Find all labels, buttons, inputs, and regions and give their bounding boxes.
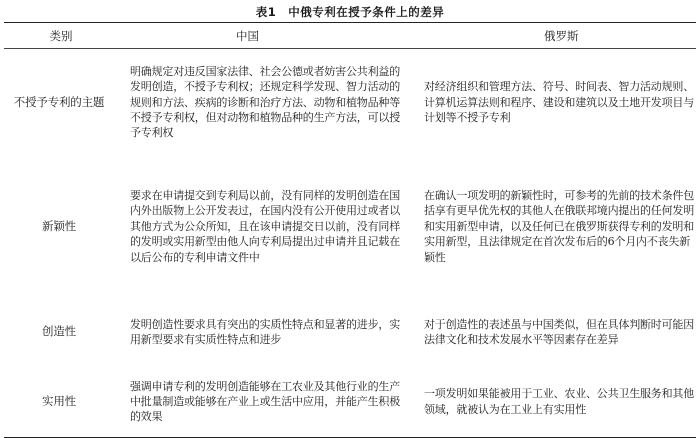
- table-row: [4, 49, 696, 156]
- table-row: [4, 298, 696, 367]
- row-china-cell: 强调申请专利的发明创造能够在工农业及其他行业的生产中批量制造或能够在产业上或生活中应用，并能产生积极的效果: [130, 379, 400, 424]
- comparison-table: [4, 22, 696, 438]
- row-russia-cell: 在确认一项发明的新颖性时，可参考的先前的技术条件包括享有更早优先权的其他人在俄联邦境内提出的任何发明和实用新型申请，以及任何已在俄罗斯获得专利的发明和实用新型，且法律规定在首次发布后的6个月内不丧失新颖性: [424, 188, 694, 264]
- header-russia: 俄罗斯: [418, 23, 696, 49]
- row-category: 不授予专利的主题: [13, 94, 105, 109]
- row-russia-cell: 一项发明如果能被用于工业、农业、公共卫生服务和其他领域，就被认为在工业上有实用性: [424, 387, 694, 416]
- row-china-cell: 发明创造性要求具有突出的实质性特点和显著的进步，实用新型要求有实质性特点和进步: [130, 317, 400, 346]
- header-category: 类别: [4, 23, 118, 49]
- row-russia-cell: 对经济组织和管理方法、符号、时间表、智力活动规则、计算机运算法则和程序、建设和建筑以及土地开发项目与计划等不授予专利: [424, 80, 694, 124]
- row-china-cell: 要求在申请提交到专利局以前，没有同样的发明创造在国内外出版物上公开发表过，在国内没有公开使用过或者以其他方式为公众所知，且在该申请提交日以前，没有同样的发明或实用新型由他人向专利局提出过申请并且记载在以后公布的专利申请文件中: [130, 188, 400, 264]
- table-number: 表1: [255, 5, 277, 19]
- table-title: 中俄专利在授予条件上的差异: [288, 5, 445, 19]
- table-caption: [4, 0, 696, 22]
- table-header-row: [4, 23, 696, 49]
- header-china: 中国: [118, 23, 418, 49]
- row-category: 实用性: [42, 394, 76, 409]
- row-category: 创造性: [42, 324, 76, 339]
- row-category: 新颖性: [42, 218, 76, 233]
- row-russia-cell: 对于创造性的表述虽与中国类似，但在具体判断时可能因法律文化和技术发展水平等因素存在差异: [424, 317, 694, 346]
- row-china-cell: 明确规定对违反国家法律、社会公德或者妨害公共利益的发明创造，不授予专利权；还规定科学发现、智力活动的规则和方法、疾病的诊断和治疗方法、动物和植物品种等不授予专利权，但对动物和植物品种的生产方法，可以授予专利权: [130, 64, 400, 140]
- table-row: [4, 156, 696, 298]
- table-row: [4, 367, 696, 438]
